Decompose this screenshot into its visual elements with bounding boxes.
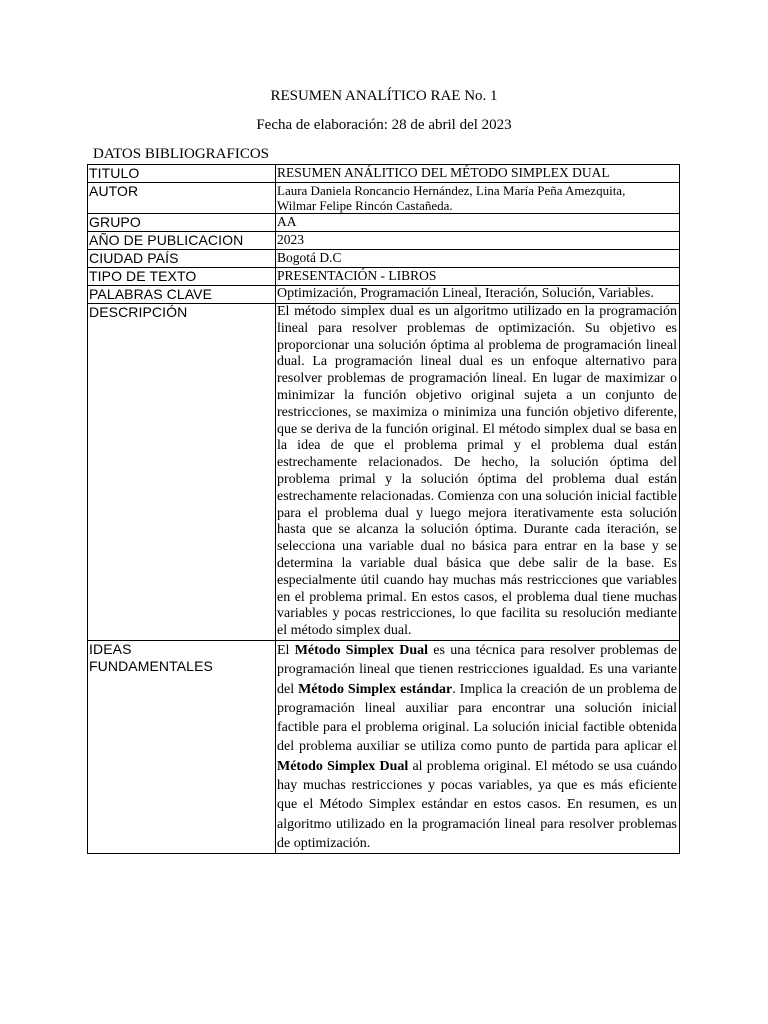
row-value: RESUMEN ANÁLITICO DEL MÉTODO SIMPLEX DUAL bbox=[276, 165, 680, 183]
row-label: GRUPO bbox=[88, 214, 276, 232]
author-line-2: Wilmar Felipe Rincón Castañeda. bbox=[277, 198, 453, 213]
table-row-descripcion bbox=[88, 304, 680, 641]
row-value bbox=[276, 183, 680, 214]
ideas-text bbox=[276, 640, 680, 853]
ideas-text-segment: al problema original. El método se usa cuándo hay muchas restricciones y pocas variables, ya que es más eficiente que el Método Simplex estándar en estos casos. En resumen, es un algoritmo utilizado en la programación lineal para resolver problemas de optimización. bbox=[277, 758, 677, 851]
table-row-titulo bbox=[88, 165, 680, 183]
table-row-ciudad bbox=[88, 250, 680, 268]
row-value: PRESENTACIÓN - LIBROS bbox=[276, 268, 680, 286]
row-value: Bogotá D.C bbox=[276, 250, 680, 268]
table-row-ideas bbox=[88, 640, 680, 853]
author-line-1: Laura Daniela Roncancio Hernández, Lina María Peña Amezquita, bbox=[277, 183, 626, 198]
document-title: RESUMEN ANALÍTICO RAE No. 1 bbox=[270, 88, 498, 104]
table-row-autor bbox=[88, 183, 680, 214]
row-label: DESCRIPCIÓN bbox=[88, 304, 276, 641]
row-label: PALABRAS CLAVE bbox=[88, 286, 276, 304]
table-row-anio bbox=[88, 232, 680, 250]
row-label: TITULO bbox=[88, 165, 276, 183]
description-text: El método simplex dual es un algoritmo utilizado en la programación lineal para resolver problemas de optimización. Su objetivo es proporcionar una solución óptima al problema de programación lineal dual. La programación lineal dual es un enfoque alternativo para resolver problemas de programación lineal. En lugar de maximizar o minimizar la función objetivo original sujeta a un conjunto de restricciones, se maximiza o minimiza una función objetivo diferente, que se deriva de la función original. El método simplex dual se basa en la idea de que el problema primal y el problema dual están estrechamente relacionados. De hecho, la solución óptima del problema primal y la solución óptima del problema dual están estrechamente relacionadas. Comienza con una solución inicial factible para el problema dual y luego mejora iterativamente esta solución hasta que se alcanza la solución óptima. Durante cada iteración, se selecciona una variable dual no básica para entrar en la base y se determina la variable dual básica que debe salir de la base. Es especialmente útil cuando hay muchas más restricciones que variables en el problema primal. En estos casos, el problema dual tiene muchas variables y pocas restricciones, lo que facilita su resolución mediante el método simplex dual. bbox=[276, 304, 680, 641]
ideas-bold-term: Método Simplex Dual bbox=[294, 642, 429, 658]
row-label: AUTOR bbox=[88, 183, 276, 214]
row-label bbox=[88, 640, 276, 853]
row-value: Optimización, Programación Lineal, Iteración, Solución, Variables. bbox=[276, 286, 680, 304]
ideas-text-segment: . Implica la creación de un problema de programación lineal auxiliar para encontrar una solución inicial factible para el problema original. La solución inicial factible obtenida del problema auxiliar se utiliza como punto de partida para aplicar el bbox=[277, 681, 678, 755]
row-label: CIUDAD PAÍS bbox=[88, 250, 276, 268]
row-value: 2023 bbox=[276, 232, 680, 250]
row-label: TIPO DE TEXTO bbox=[88, 268, 276, 286]
table-row-grupo bbox=[88, 214, 680, 232]
ideas-label-line-1: IDEAS bbox=[89, 640, 132, 657]
ideas-bold-term: Método Simplex estándar bbox=[298, 681, 453, 697]
ideas-text-segment: es una técnica para resolver problemas de programación lineal que tienen restricciones igualdad. Es una variante del bbox=[277, 642, 677, 697]
elaboration-date: Fecha de elaboración: 28 de abril del 2023 bbox=[256, 117, 512, 133]
table-row-tipo bbox=[88, 268, 680, 286]
bibliographic-table bbox=[87, 164, 680, 854]
ideas-bold-term: Método Simplex Dual bbox=[277, 758, 409, 774]
ideas-label-line-2: FUNDAMENTALES bbox=[89, 657, 213, 674]
table-row-palabras bbox=[88, 286, 680, 304]
ideas-text-segment: El bbox=[277, 642, 295, 658]
row-label: AÑO DE PUBLICACION bbox=[88, 232, 276, 250]
row-value: AA bbox=[276, 214, 680, 232]
section-title: DATOS BIBLIOGRAFICOS bbox=[93, 146, 270, 162]
